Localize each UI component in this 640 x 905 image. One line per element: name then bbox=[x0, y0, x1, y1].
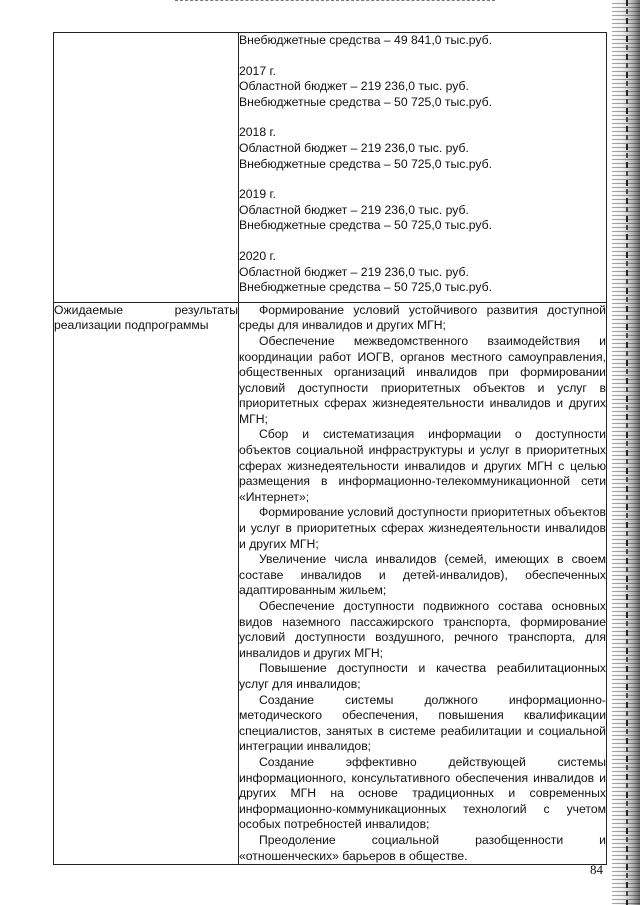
result-item: Сбор и систематизация информации о доступности объектов социальной инфраструктуры и услуг в приоритетных сферах жизнедеятельности инвалидов и других МГН с целью размещения в информационно-телекоммуникационной сети «Интернет»; bbox=[239, 427, 606, 504]
funding-extra: Внебюджетные средства – 50 725,0 тыс.руб. bbox=[239, 156, 492, 171]
results-cell bbox=[239, 302, 607, 864]
page-number: 84 bbox=[590, 862, 603, 877]
funding-regional: Областной бюджет – 219 236,0 тыс. руб. bbox=[239, 140, 469, 155]
result-item: Обеспечение межведомственного взаимодействия и координации работ ИОГВ, органов местного самоуправления, общественных организаций инвалидов при формировании условий доступности приоритетных объектов и услуг в приоритетных сферах жизнедеятельности инвалидов и других МГН; bbox=[239, 333, 606, 426]
results-row bbox=[54, 302, 607, 864]
funding-year-block bbox=[239, 187, 606, 234]
funding-regional: Областной бюджет – 219 236,0 тыс. руб. bbox=[239, 79, 469, 94]
funding-extra: Внебюджетные средства – 50 725,0 тыс.руб. bbox=[239, 280, 492, 295]
funding-extra: Внебюджетные средства – 50 725,0 тыс.руб. bbox=[239, 218, 492, 233]
funding-year-block bbox=[239, 125, 606, 172]
result-item: Формирование условий устойчивого развития доступной среды для инвалидов и других МГН; bbox=[239, 302, 606, 333]
results-label: Ожидаемые результаты реализации подпрограммы bbox=[54, 302, 238, 333]
result-item: Обеспечение доступности подвижного состава основных видов наземного пассажирского транспорта, формирование условий доступности воздушного, речного транспорта, для инвалидов и других МГН; bbox=[239, 599, 606, 660]
subprogram-table bbox=[53, 32, 607, 865]
funding-year: 2020 г. bbox=[239, 248, 276, 263]
funding-year-block bbox=[239, 64, 606, 111]
scan-edge-binding bbox=[626, 0, 628, 905]
funding-regional: Областной бюджет – 219 236,0 тыс. руб. bbox=[239, 202, 469, 217]
funding-year: 2017 г. bbox=[239, 63, 276, 78]
funding-extra: Внебюджетные средства – 50 725,0 тыс.руб. bbox=[239, 94, 492, 109]
funding-extra-line: Внебюджетные средства – 49 841,0 тыс.руб. bbox=[239, 33, 492, 47]
result-item: Формирование условий доступности приоритетных объектов и услуг в приоритетных сферах жизнедеятельности инвалидов и других МГН; bbox=[239, 505, 606, 551]
result-item: Преодоление социальной разобщенности и «отношенческих» барьеров в обществе. bbox=[239, 832, 606, 863]
funding-year: 2018 г. bbox=[239, 125, 276, 140]
funding-year: 2019 г. bbox=[239, 187, 276, 202]
result-item: Создание эффективно действующей системы информационного, консультативного обеспечения инвалидов и других МГН на основе традиционных и современных информационно-коммуникационных технологий с учетом особых потребностей инвалидов; bbox=[239, 754, 606, 832]
results-label-cell bbox=[54, 302, 239, 864]
result-item: Создание системы должного информационно-методического обеспечения, повышения квалификации специалистов, занятых в системе реабилитации и социальной интеграции инвалидов; bbox=[239, 692, 606, 754]
funding-row bbox=[54, 33, 607, 303]
page-top-edge bbox=[175, 0, 495, 1]
funding-regional: Областной бюджет – 219 236,0 тыс. руб. bbox=[239, 264, 469, 279]
funding-cell bbox=[239, 33, 607, 303]
results-list bbox=[239, 303, 606, 864]
funding-carryover bbox=[239, 33, 606, 49]
result-item: Увеличение числа инвалидов (семей, имеющих в своем составе инвалидов и детей-инвалидов), обеспеченных адаптированным жильем; bbox=[239, 552, 606, 598]
funding-label-cell bbox=[54, 33, 239, 303]
result-item: Повышение доступности и качества реабилитационных услуг для инвалидов; bbox=[239, 661, 606, 691]
funding-year-block bbox=[239, 249, 606, 296]
scan-edge-shadow bbox=[612, 0, 640, 905]
